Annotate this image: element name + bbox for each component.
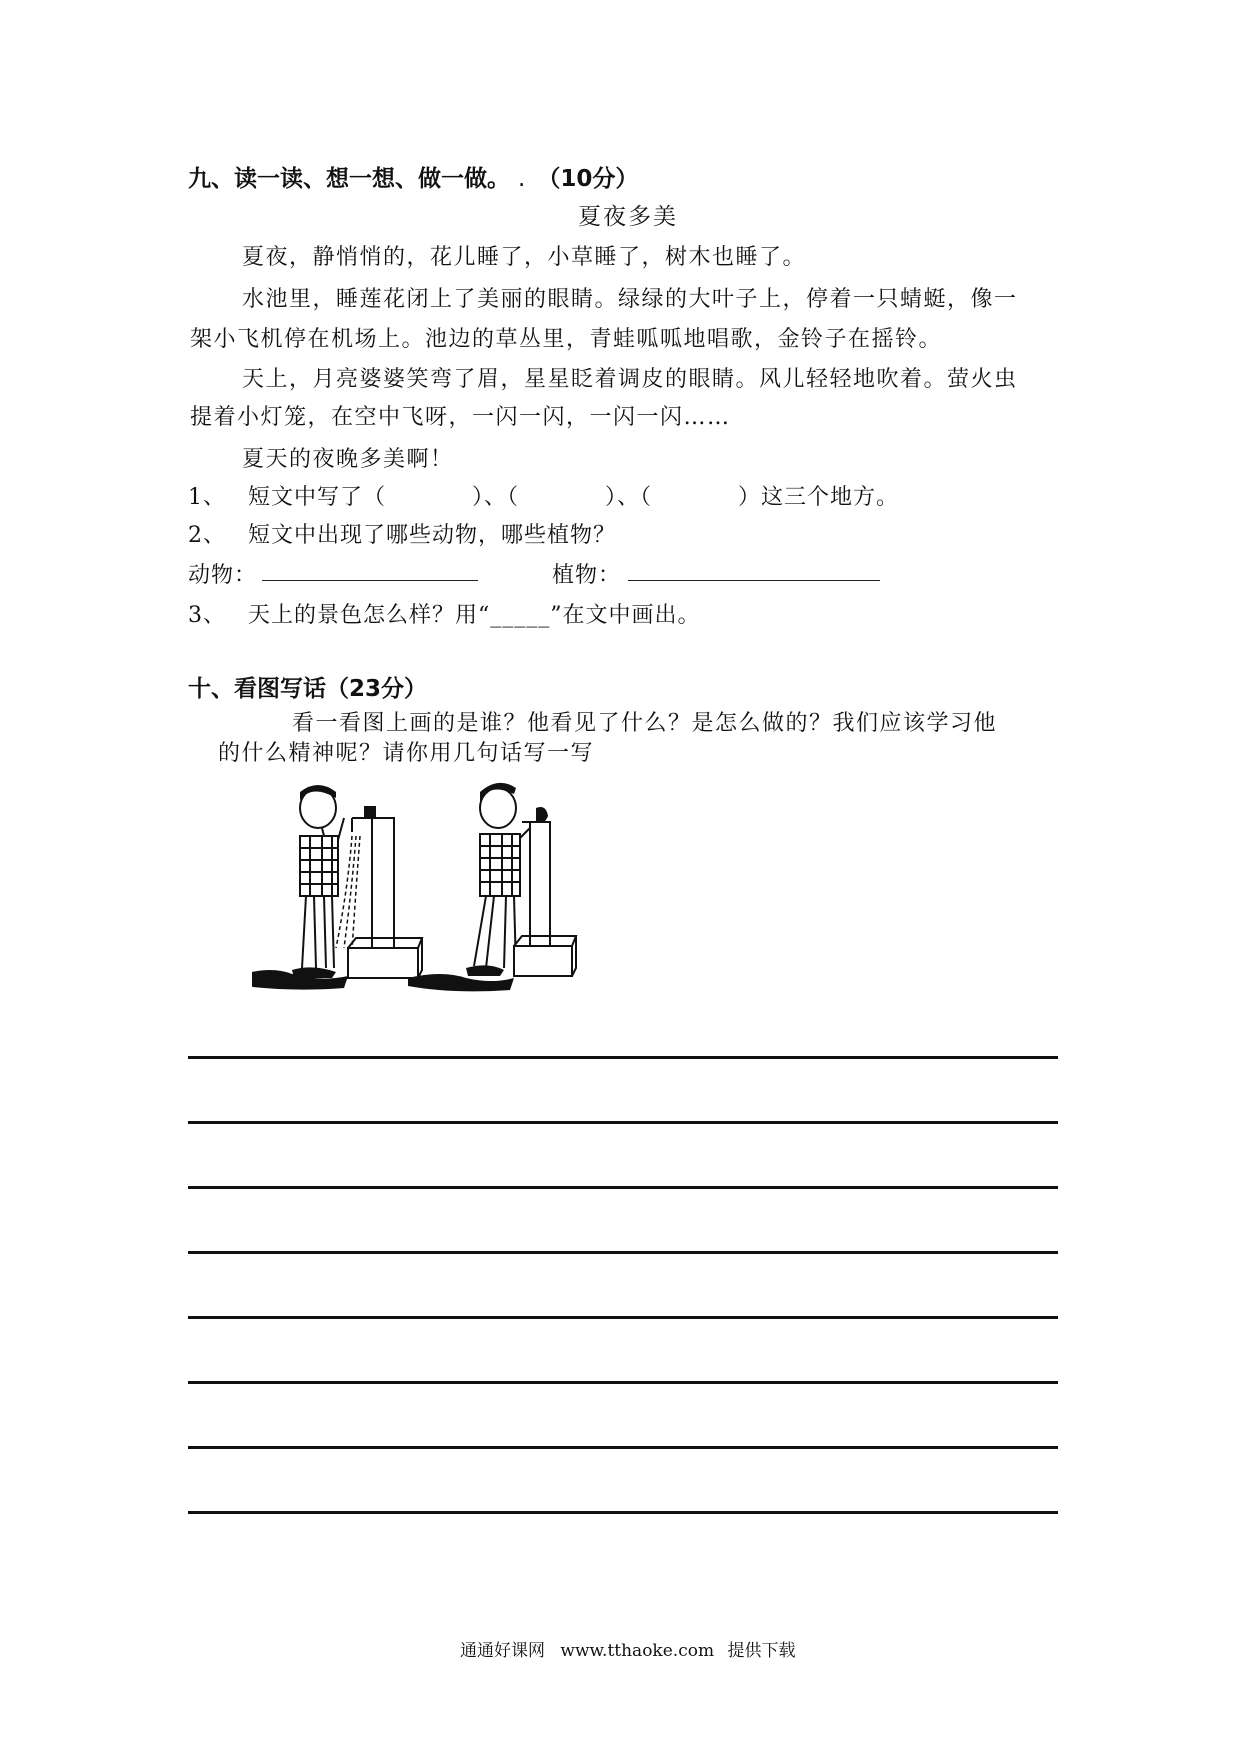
writing-line-1[interactable] — [188, 1056, 1058, 1059]
writing-line-6[interactable] — [188, 1381, 1058, 1384]
question-1-number: 1、 — [188, 485, 226, 510]
question-1-text-c: ）、（ — [605, 485, 653, 510]
footer-url[interactable]: www.tthaoke.com — [560, 1641, 715, 1661]
animals-answer-line[interactable] — [262, 580, 478, 581]
passage-paragraph-4: 夏天的夜晚多美啊！ — [242, 447, 454, 472]
passage-paragraph-3-line-1: 天上，月亮婆婆笑弯了眉，星星眨着调皮的眼睛。风儿轻轻地吹着。萤火虫 — [242, 367, 1018, 392]
question-1-text-a: 短文中写了（ — [248, 485, 387, 510]
writing-line-8[interactable] — [188, 1511, 1058, 1514]
section-9-title — [188, 160, 638, 193]
section-9-score: （10分） — [537, 166, 639, 192]
passage-paragraph-2-line-2: 架小飞机停在机场上。池边的草丛里，青蛙呱呱地唱歌，金铃子在摇铃。 — [190, 327, 943, 352]
section-10-prompt-line-2: 的什么精神呢？请你用几句话写一写 — [218, 741, 595, 766]
question-2-text: 短文中出现了哪些动物，哪些植物？ — [248, 523, 617, 548]
writing-line-2[interactable] — [188, 1121, 1058, 1124]
panel-1-boy-sees-running-tap — [252, 785, 422, 990]
writing-line-7[interactable] — [188, 1446, 1058, 1449]
writing-line-3[interactable] — [188, 1186, 1058, 1189]
passage-title: 夏夜多美 — [578, 204, 678, 230]
question-3-text: 天上的景色怎么样？用“_____”在文中画出。 — [248, 603, 701, 628]
passage-paragraph-3-line-2: 提着小灯笼，在空中飞呀，一闪一闪，一闪一闪…… — [190, 405, 731, 430]
question-3-number: 3、 — [188, 603, 226, 628]
question-3 — [188, 598, 701, 629]
water-tap-illustration — [252, 778, 672, 998]
question-2 — [188, 518, 616, 549]
passage-paragraph-1: 夏夜，静悄悄的，花儿睡了，小草睡了，树木也睡了。 — [242, 245, 807, 270]
panel-2-boy-turns-off-tap — [408, 783, 580, 998]
question-1 — [188, 480, 899, 511]
passage-paragraph-2-line-1: 水池里，睡莲花闭上了美丽的眼睛。绿绿的大叶子上，停着一只蜻蜓，像一 — [242, 287, 1018, 312]
plants-label: 植物： — [552, 563, 622, 588]
footer — [460, 1636, 795, 1661]
question-2-number: 2、 — [188, 523, 226, 548]
writing-line-4[interactable] — [188, 1251, 1058, 1254]
plants-answer-line[interactable] — [628, 580, 880, 581]
animals-label: 动物： — [188, 563, 258, 588]
footer-site: 通通好课网 — [460, 1641, 545, 1661]
writing-line-5[interactable] — [188, 1316, 1058, 1319]
question-1-text-d: ）这三个地方。 — [738, 485, 900, 510]
footer-suffix: 提供下载 — [727, 1641, 796, 1661]
section-10-prompt-line-1: 看一看图上画的是谁？他看见了什么？是怎么做的？我们应该学习他 — [292, 711, 998, 736]
section-9-title-text: 九、读一读、想一想、做一做。 — [188, 166, 510, 192]
section-10-title: 十、看图写话（23分） — [188, 676, 428, 702]
section-9-title-dot: . — [518, 166, 526, 192]
question-1-text-b: ）、（ — [472, 485, 520, 510]
